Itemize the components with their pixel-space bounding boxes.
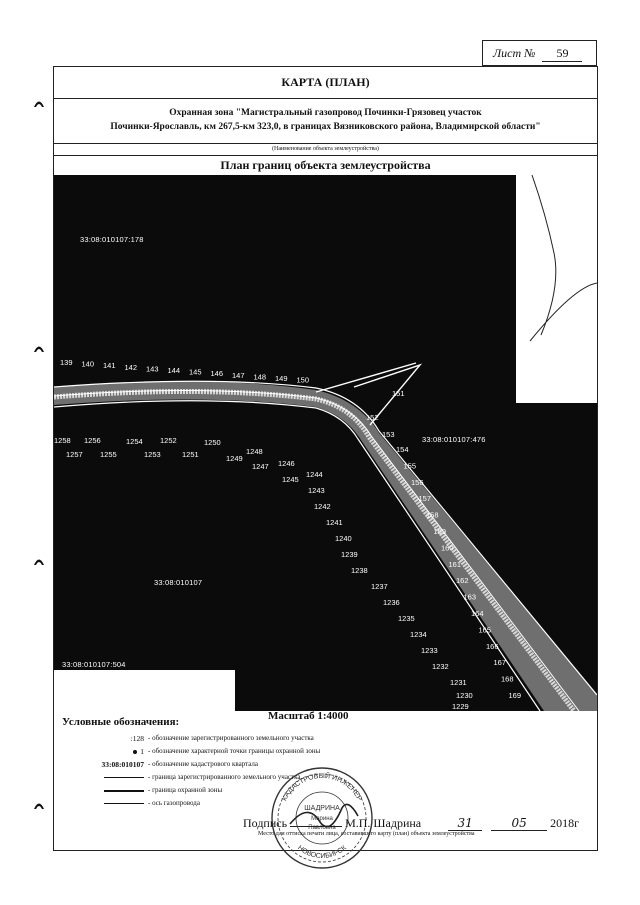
- point-label: 1245: [282, 475, 299, 484]
- point-label: 140: [81, 359, 95, 369]
- object-caption: (Наименование объекта землеустройства): [54, 144, 597, 156]
- point-dot-icon: [133, 750, 137, 754]
- point-label: 160: [441, 543, 454, 553]
- point-label: 154: [396, 445, 409, 454]
- point-label: 142: [124, 362, 138, 372]
- legend-text: - ось газопровода: [148, 799, 200, 807]
- stamp-bottom-text: НОВОСИБИРСК: [296, 844, 348, 861]
- point-label: 1248: [246, 447, 263, 456]
- punch-hole-icon: [33, 343, 45, 353]
- point-label: 1252: [160, 436, 177, 445]
- signature-name: М.П. Шадрина: [345, 816, 422, 830]
- point-label: 167: [493, 658, 507, 668]
- point-label: 149: [275, 374, 288, 383]
- signature-line: [243, 816, 579, 831]
- point-label: 1240: [335, 534, 352, 543]
- legend-title: Условные обозначения:: [62, 716, 180, 728]
- legend-symbol-point-label: 1: [140, 747, 144, 756]
- stamp-center-name: ШАДРИНА: [304, 805, 340, 812]
- map-scale: Масштаб 1:4000: [268, 710, 349, 722]
- point-label: 159: [433, 527, 447, 536]
- point-label: 143: [146, 364, 159, 374]
- point-label: 1251: [182, 450, 199, 459]
- point-label: 1238: [351, 566, 368, 575]
- stamp-center-patr: Павловна: [308, 825, 336, 831]
- axis-line-icon: [104, 803, 144, 804]
- object-name: [54, 98, 597, 144]
- point-label: 168: [501, 674, 514, 684]
- signature-caption: Место для оттиска печати лица, составившего карту (план) объекта землеустройства: [258, 831, 475, 837]
- sheet-label: Лист №: [493, 46, 536, 60]
- point-label: 151: [392, 389, 405, 398]
- signature-day: 31: [448, 816, 482, 831]
- stamp-center-first: Марина: [311, 816, 333, 822]
- point-label: 147: [232, 370, 245, 380]
- point-label: 145: [189, 367, 202, 377]
- point-label: 144: [167, 366, 181, 375]
- point-label: 157: [418, 494, 432, 504]
- map-image: [54, 175, 597, 711]
- point-label: 1242: [314, 502, 331, 511]
- punch-hole-icon: [33, 98, 45, 108]
- point-label: 1253: [144, 450, 161, 459]
- cadastral-label: 33:08:010107:476: [422, 435, 486, 444]
- point-label: 164: [471, 609, 484, 618]
- plan-title: План границ объекта землеустройства: [54, 155, 597, 176]
- point-label: 1244: [306, 470, 323, 479]
- legend-symbol-parcel: :128: [130, 734, 144, 743]
- point-label: 141: [103, 361, 116, 371]
- point-label: 1246: [278, 459, 295, 468]
- point-label: 1235: [398, 614, 415, 623]
- point-label: 1247: [252, 462, 269, 471]
- sheet-number-box: [482, 40, 597, 66]
- point-label: 1236: [383, 598, 400, 607]
- thick-line-icon: [104, 790, 144, 792]
- point-label: 1250: [204, 438, 221, 447]
- point-label: 1229: [452, 702, 469, 711]
- point-label: 158: [426, 510, 439, 520]
- point-label: 1254: [126, 437, 143, 446]
- map-blank-white: [54, 670, 235, 711]
- point-label: 1257: [66, 450, 83, 459]
- point-label: 1255: [100, 450, 117, 459]
- point-label: 165: [478, 625, 492, 635]
- point-label: 162: [456, 576, 469, 586]
- point-label: 1233: [421, 646, 438, 655]
- cadastral-label: 33:08:010107:504: [62, 660, 126, 669]
- legend-symbol-point: [62, 745, 144, 758]
- legend-text: - обозначение зарегистрированного земельного участка: [148, 734, 314, 742]
- point-label: 153: [382, 430, 395, 439]
- point-label: 1230: [456, 691, 473, 700]
- legend-text: - граница охранной зоны: [148, 786, 223, 794]
- point-label: 152: [366, 413, 379, 422]
- point-label: 148: [253, 372, 267, 382]
- point-label: 1256: [84, 436, 101, 445]
- point-label: 166: [486, 641, 499, 651]
- punch-hole-icon: [33, 800, 45, 810]
- point-label: 146: [210, 369, 224, 379]
- object-name-line-2: Починки-Ярославль, км 267,5-км 323,0, в границах Вязниковского района, Владимирской области": [110, 122, 541, 132]
- signature-label: Подпись: [243, 816, 288, 830]
- point-label: 1239: [341, 550, 358, 559]
- signature-blank: [290, 826, 342, 827]
- legend-item: [62, 745, 402, 758]
- signature-month: 05: [491, 816, 547, 831]
- cadastral-map: [54, 175, 597, 711]
- point-label: 1237: [371, 582, 388, 591]
- legend-text: - обозначение характерной точки границы охранной зоны: [148, 747, 321, 755]
- signature-year: 2018г: [550, 816, 580, 830]
- point-label: 156: [411, 477, 424, 487]
- point-label: 1258: [54, 436, 71, 445]
- map-title: КАРТА (ПЛАН): [54, 67, 597, 99]
- legend-symbol-quarter: 33:08:010107: [101, 760, 144, 769]
- point-label: 1234: [410, 630, 427, 639]
- point-label: 169: [508, 691, 522, 700]
- point-label: 1249: [226, 454, 243, 463]
- point-label: 1243: [308, 486, 325, 495]
- punch-hole-icon: [33, 556, 45, 566]
- point-label: 139: [60, 358, 73, 367]
- point-label: 150: [296, 375, 310, 385]
- legend-text: - обозначение кадастрового квартала: [148, 760, 259, 768]
- point-label: 163: [463, 592, 477, 602]
- point-label: 161: [448, 559, 462, 569]
- point-label: 155: [403, 461, 417, 471]
- cadastral-label: 33:08:010107: [154, 578, 203, 587]
- map-inset-white: [516, 175, 597, 403]
- sheet-number: 59: [542, 45, 582, 62]
- cadastral-label: 33:08:010107:178: [80, 235, 144, 244]
- thin-line-icon: [104, 777, 144, 778]
- point-label: 1241: [326, 518, 343, 527]
- legend-item: [62, 732, 402, 745]
- object-name-line-1: Охранная зона "Магистральный газопровод Починки-Грязовец участок: [169, 108, 482, 118]
- point-label: 1231: [450, 678, 467, 687]
- stamp-top-text: КАДАСТРОВЫЙ ИНЖЕНЕР: [281, 772, 363, 803]
- legend-text: - граница зарегистрированного земельного участка: [148, 773, 301, 781]
- svg-text:НОВОСИБИРСК: [296, 844, 348, 860]
- svg-text:КАДАСТРОВЫЙ ИНЖЕНЕР: [281, 771, 363, 802]
- point-label: 1232: [432, 662, 449, 671]
